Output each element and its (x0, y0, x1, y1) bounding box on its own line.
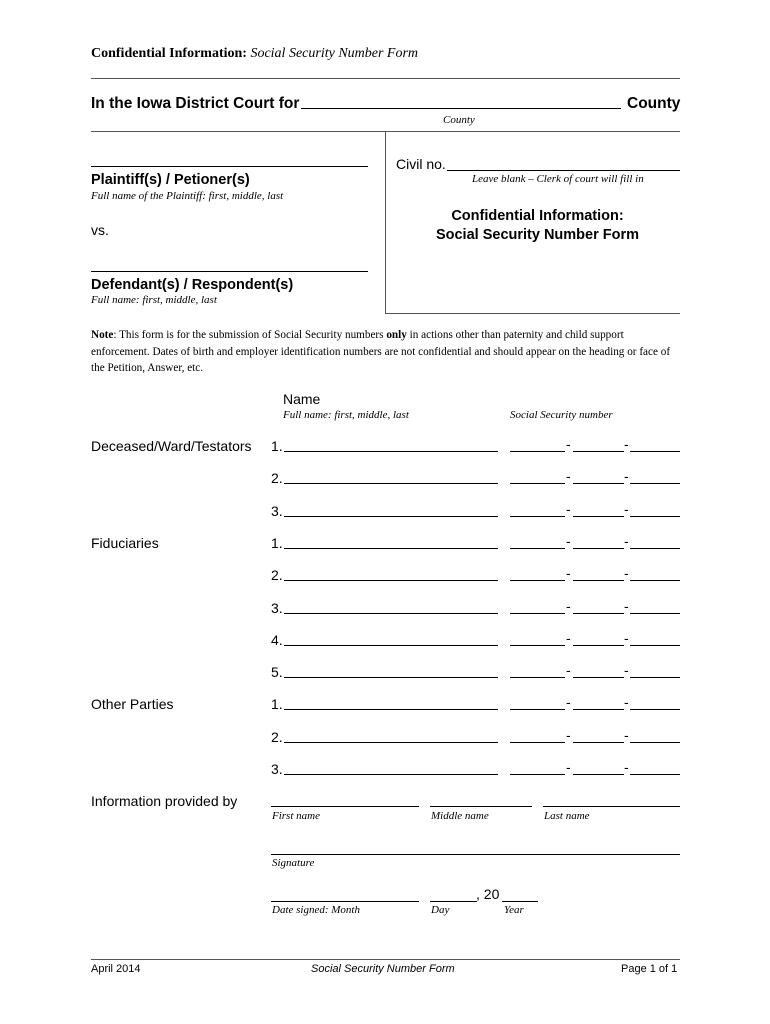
note-text-b: in actions other than paternity and child support enforcement. Dates of birth and employer identification numbers are not confidential and should appear on the heading or face of the Petition, Answer, etc. (91, 329, 671, 374)
ssn-separator: - (624, 662, 629, 678)
ssn-part-3-input[interactable] (630, 566, 680, 581)
note-emphasis: only (386, 329, 407, 341)
first-name-caption: First name (272, 810, 320, 822)
ssn-separator: - (624, 598, 629, 614)
full-name-input[interactable] (284, 437, 498, 452)
ssn-part-1-input[interactable] (510, 695, 565, 710)
ssn-part-2-input[interactable] (573, 663, 624, 678)
header-divider (91, 78, 680, 79)
court-suffix: County (627, 95, 681, 112)
ssn-part-1-input[interactable] (510, 502, 565, 517)
ssn-part-2-input[interactable] (573, 502, 624, 517)
plaintiff-hint: Full name of the Plaintiff: first, middle, last (91, 190, 284, 202)
note-paragraph (91, 327, 683, 377)
ssn-separator: - (624, 694, 629, 710)
ssn-part-1-input[interactable] (510, 534, 565, 549)
row-number: 5. (271, 664, 283, 680)
ssn-part-3-input[interactable] (630, 663, 680, 678)
note-text-a: : This form is for the submission of Social Security numbers (113, 329, 387, 341)
name-column-hint: Full name: first, middle, last (283, 409, 409, 421)
civil-no-input[interactable] (447, 156, 680, 171)
plaintiff-label: Plaintiff(s) / Petioner(s) (91, 172, 250, 188)
row-number: 1. (271, 696, 283, 712)
date-day-caption: Day (431, 904, 450, 916)
date-year-input[interactable] (502, 887, 538, 902)
ssn-separator: - (566, 533, 571, 549)
ssn-separator: - (624, 533, 629, 549)
name-column-heading: Name (283, 391, 321, 407)
ssn-part-3-input[interactable] (630, 728, 680, 743)
ssn-part-1-input[interactable] (510, 663, 565, 678)
ssn-separator: - (624, 727, 629, 743)
ssn-part-3-input[interactable] (630, 599, 680, 614)
last-name-caption: Last name (544, 810, 590, 822)
row-number: 4. (271, 632, 283, 648)
full-name-input[interactable] (284, 663, 498, 678)
row-number: 2. (271, 470, 283, 486)
ssn-part-1-input[interactable] (510, 469, 565, 484)
full-name-input[interactable] (284, 566, 498, 581)
ssn-separator: - (566, 468, 571, 484)
middle-name-caption: Middle name (431, 810, 489, 822)
civil-no-hint: Leave blank – Clerk of court will fill in (472, 173, 644, 185)
page-header (91, 46, 418, 62)
header-title-italic: Social Security Number Form (250, 46, 419, 61)
ssn-separator: - (566, 565, 571, 581)
row-number: 3. (271, 600, 283, 616)
first-name-input[interactable] (271, 792, 419, 807)
ssn-part-1-input[interactable] (510, 599, 565, 614)
ssn-part-2-input[interactable] (573, 469, 624, 484)
header-title-bold: Confidential Information: (91, 46, 247, 61)
date-day-input[interactable] (430, 887, 477, 902)
ssn-part-2-input[interactable] (573, 534, 624, 549)
section-fiduciaries-label: Fiduciaries (91, 535, 159, 551)
full-name-input[interactable] (284, 599, 498, 614)
ssn-part-3-input[interactable] (630, 631, 680, 646)
ssn-separator: - (566, 598, 571, 614)
ssn-part-2-input[interactable] (573, 566, 624, 581)
ssn-part-3-input[interactable] (630, 502, 680, 517)
ssn-part-1-input[interactable] (510, 437, 565, 452)
ssn-separator: - (624, 565, 629, 581)
court-prefix: In the Iowa District Court for (91, 95, 300, 112)
ssn-part-1-input[interactable] (510, 728, 565, 743)
row-number: 1. (271, 535, 283, 551)
ssn-part-3-input[interactable] (630, 695, 680, 710)
defendant-hint: Full name: first, middle, last (91, 294, 217, 306)
row-number: 3. (271, 761, 283, 777)
ssn-separator: - (624, 630, 629, 646)
section-deceased-label: Deceased/Ward/Testators (91, 438, 252, 454)
ssn-separator: - (624, 436, 629, 452)
ssn-separator: - (624, 501, 629, 517)
ssn-part-1-input[interactable] (510, 760, 565, 775)
ssn-separator: - (566, 630, 571, 646)
full-name-input[interactable] (284, 728, 498, 743)
signature-caption: Signature (272, 857, 315, 869)
ssn-part-3-input[interactable] (630, 534, 680, 549)
signature-input[interactable] (271, 838, 680, 855)
ssn-part-3-input[interactable] (630, 469, 680, 484)
form-title-line-1: Confidential Information: (451, 208, 624, 224)
ssn-column-heading: Social Security number (510, 409, 613, 421)
ssn-separator: - (566, 501, 571, 517)
plaintiff-name-input[interactable] (91, 152, 368, 167)
ssn-part-2-input[interactable] (573, 599, 624, 614)
footer-divider (91, 959, 680, 960)
footer-center: Social Security Number Form (311, 963, 455, 975)
ssn-part-3-input[interactable] (630, 760, 680, 775)
full-name-input[interactable] (284, 502, 498, 517)
row-number: 2. (271, 729, 283, 745)
form-title (385, 207, 690, 245)
full-name-input[interactable] (284, 695, 498, 710)
ssn-part-2-input[interactable] (573, 631, 624, 646)
year-prefix: , 20 (476, 886, 500, 902)
full-name-input[interactable] (284, 469, 498, 484)
ssn-separator: - (566, 662, 571, 678)
county-input[interactable] (301, 92, 621, 109)
full-name-input[interactable] (284, 534, 498, 549)
note-label: Note (91, 329, 114, 341)
full-name-input[interactable] (284, 631, 498, 646)
row-number: 1. (271, 438, 283, 454)
row-number: 2. (271, 567, 283, 583)
ssn-separator: - (566, 694, 571, 710)
ssn-part-3-input[interactable] (630, 437, 680, 452)
vs-label: vs. (91, 222, 109, 238)
date-month-input[interactable] (271, 887, 419, 902)
ssn-separator: - (624, 759, 629, 775)
form-title-line-2: Social Security Number Form (435, 227, 640, 243)
county-caption: County (443, 114, 475, 126)
ssn-part-2-input[interactable] (573, 728, 624, 743)
ssn-part-1-input[interactable] (510, 566, 565, 581)
ssn-separator: - (566, 727, 571, 743)
ssn-part-2-input[interactable] (573, 695, 624, 710)
footer-right: Page 1 of 1 (621, 963, 678, 975)
defendant-name-input[interactable] (91, 257, 368, 272)
date-month-caption: Date signed: Month (272, 904, 360, 916)
last-name-input[interactable] (543, 792, 680, 807)
date-year-caption: Year (504, 904, 524, 916)
provided-by-label: Information provided by (91, 793, 238, 809)
full-name-input[interactable] (284, 760, 498, 775)
footer-left: April 2014 (91, 963, 141, 975)
section-other-parties-label: Other Parties (91, 696, 174, 712)
ssn-part-1-input[interactable] (510, 631, 565, 646)
ssn-separator: - (566, 436, 571, 452)
ssn-separator: - (624, 468, 629, 484)
ssn-separator: - (566, 759, 571, 775)
defendant-label: Defendant(s) / Respondent(s) (91, 277, 294, 293)
civil-no-label: Civil no. (396, 156, 446, 172)
middle-name-input[interactable] (430, 792, 532, 807)
row-number: 3. (271, 503, 283, 519)
ssn-part-2-input[interactable] (573, 437, 624, 452)
ssn-part-2-input[interactable] (573, 760, 624, 775)
caption-bottom-rule (385, 313, 680, 314)
